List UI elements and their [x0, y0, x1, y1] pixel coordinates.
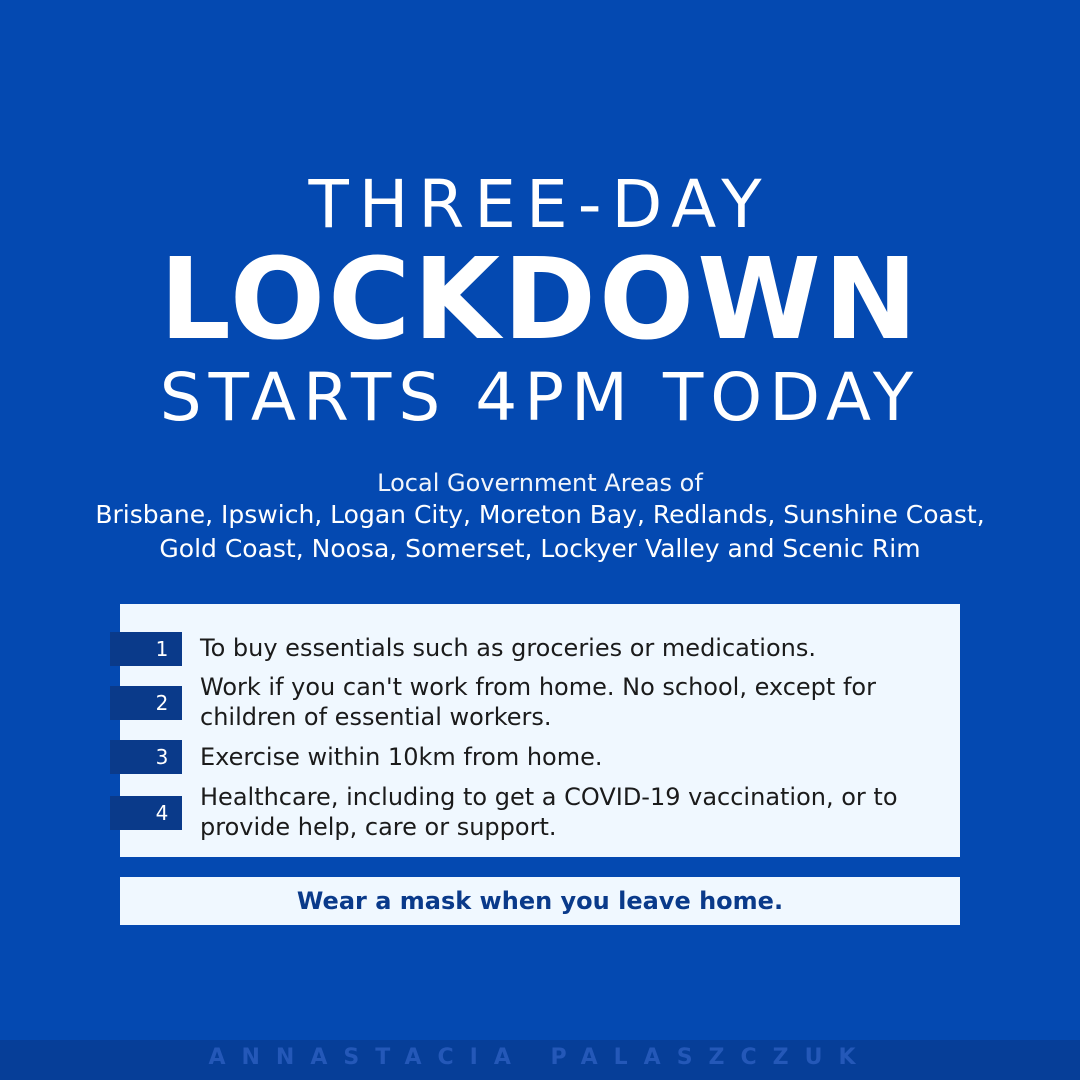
headline-lockdown: LOCKDOWN	[159, 235, 921, 365]
reason-text: Healthcare, including to get a COVID-19 vaccination, or to provide help, care or support.	[200, 783, 898, 841]
headline-starts: STARTS 4PM TODAY	[159, 359, 921, 436]
reason-number-badge: 3	[110, 740, 182, 774]
reason-number-badge: 4	[110, 796, 182, 830]
reasons-panel	[120, 604, 960, 857]
reason-text: Work if you can't work from home. No school, except for children of essential workers.	[200, 673, 876, 731]
headline-three-day: THREE-DAY	[308, 166, 772, 243]
lga-label: Local Government Areas of	[377, 469, 703, 497]
reason-text: Exercise within 10km from home.	[200, 743, 603, 771]
lga-list: Brisbane, Ipswich, Logan City, Moreton Bay, Redlands, Sunshine Coast, Gold Coast, Noosa, Somerset, Lockyer Valley and Scenic Rim	[95, 500, 985, 563]
footer-signature: ANNASTACIA PALASZCZUK	[208, 1045, 872, 1070]
reason-number-badge: 2	[110, 686, 182, 720]
reason-number-badge: 1	[110, 632, 182, 666]
mask-notice: Wear a mask when you leave home.	[120, 877, 960, 925]
reason-text: To buy essentials such as groceries or medications.	[200, 634, 816, 662]
